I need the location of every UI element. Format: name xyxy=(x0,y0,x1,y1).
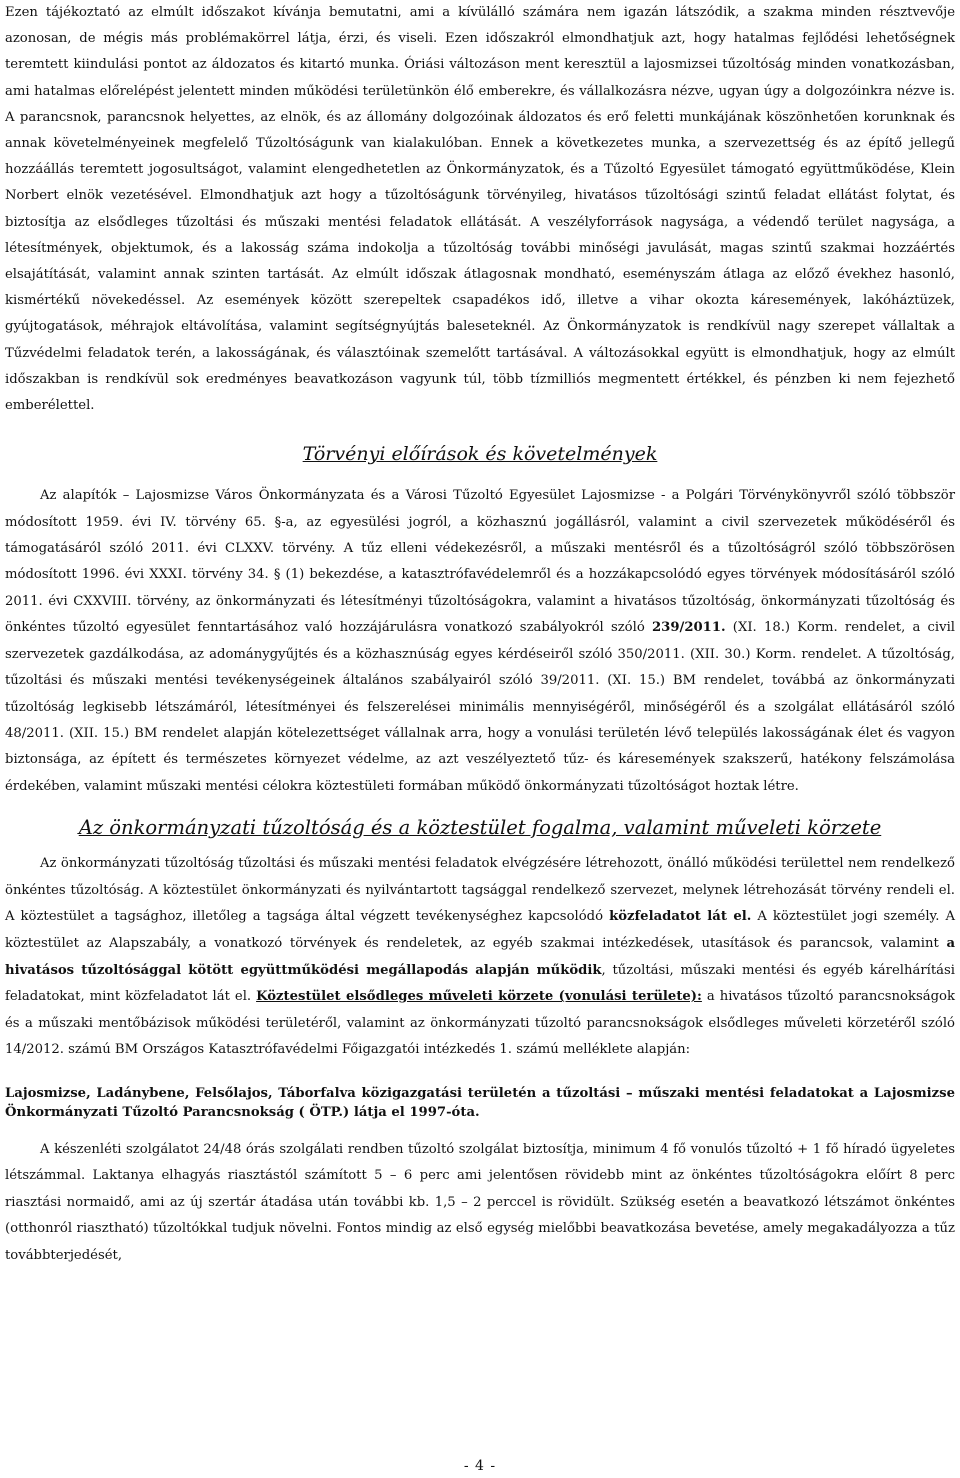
def-bold-2: a hivatásos tűzoltósággal kötött együttműködési megállapodás alapján működik xyxy=(5,935,955,978)
def-underlined: Köztestület elsődleges műveleti körzete (vonulási területe): xyxy=(256,989,702,1005)
service-paragraph: A készenléti szolgálatot 24/48 órás szolgálati rendben tűzoltó szolgálat biztosítja, minimum 4 fő vonulós tűzoltó + 1 fő híradó ügyeletes létszámmal. Laktanya elhagyás riasztástól számított 5 – 6 perc ami jelentősen rövidebb mint az önkéntes tűzoltóságokra előírt 8 perc riasztási normaidő, ami az új szertár átadása után további kb. 1,5 – 2 perccel is rövidült. Szükség esetén a beavatkozó létszámot önkéntes (otthonról riasztható) tűzoltókkal tudjuk növelni. Fontos mindig az első egység mielőbbi beavatkozása bevetése, amely megakadályozza a tűz továbbterjedését, xyxy=(5,1141,955,1263)
area-statement: Lajosmizse, Ladánybene, Felsőlajos, Táborfalva közigazgatási területén a tűzoltási – műszaki mentési feladatokat a Lajosmizse Önkormányzati Tűzoltó Parancsnokság ( ÖTP.) látja el 1997-óta. xyxy=(5,1085,955,1121)
definition-paragraph xyxy=(5,851,955,1064)
def-text-3: , tűzoltási, műszaki mentési és egyéb kárelhárítási feladatokat, mint közfeladatot lát el. xyxy=(5,962,955,1005)
page-number: - 4 - xyxy=(463,1458,497,1474)
def-text-4: a hivatásos tűzoltó parancsnokságok és a műszaki mentőbázisok működési területéről, valamint az önkormányzati tűzoltó parancsnokságok elsődleges műveleti körzetéről szóló 14/2012. számú BM Országos Katasztrófavédelmi Főigazgatói intézkedés 1. számú melléklete alapján: xyxy=(5,989,955,1058)
def-text-2: A köztestület jogi személy. A köztestület az Alapszabály, a vonatkozó törvények és rendeletek, az egyéb szakmai intézkedések, utasítások és parancsok, valamint xyxy=(5,909,955,951)
law-text-a: Az alapítók – Lajosmizse Város Önkormányzata és a Városi Tűzoltó Egyesület Lajosmizse - a Polgári Törvénykönyvről szóló többször módosított 1959. évi IV. törvény 65. §-a, az egyesülési jogról, a közhasznú jogállásról, valamint a civil szervezetek működéséről és támogatásáról szóló 2011. évi CLXXV. törvény. A tűz elleni védekezésről, a műszaki mentésről és a tűzoltóságról szóló többszörösen módosított 1996. évi XXXI. törvény 34. § (1) bekezdése, a katasztrófavédelemről és a hozzákapcsolódó egyes törvények módosításáról szóló 2011. évi CXXVIII. törvény, az önkormányzati és létesítményi tűzoltóságokra, valamint a hivatásos tűzoltóság, önkormányzati tűzoltóság és önkéntes tűzoltó egyesület fenntartásához való hozzájárulásra vonatkozó szabályokról szóló xyxy=(5,488,955,636)
section-heading-law: Törvényi előírások és követelmények xyxy=(302,443,658,466)
intro-paragraph: Ezen tájékoztató az elmúlt időszakot kívánja bemutatni, ami a kívülálló számára nem igazán látszódik, a szakma minden résztvevője azonosan, de mégis más problémakörrel látja, érzi, és viseli. Ezen időszakról elmondhatjuk azt, hogy hatalmas fejlődési lehetőségnek teremtett kiindulási pontot az áldozatos és kitartó munka. Óriási változáson ment keresztül a lajosmizsei tűzoltóság minden vonatkozásban, ami hatalmas előrelépést jelentett minden működési területünkön élő emberekre, és vállalkozásra nézve, ugyan úgy a dolgozóinkra nézve is. A parancsnok, parancsnok helyettes, az elnök, és az állomány dolgozóinak áldozatos és erő feletti munkájának köszönhetően korunknak és annak követelményeinek megfelelő Tűzoltóságunk van kialakulóban. Ennek a következetes munka, a szervezettség és az építő jellegű hozzáállás teremtett jogosultságot, valamint elengedhetetlen az Önkormányzatok, és a Tűzoltó Egyesület támogató együttműködése, Klein Norbert elnök vezetésével. Elmondhatjuk azt hogy a tűzoltóságunk törvényileg, hivatásos tűzoltósági szintű feladat ellátást folytat, és biztosítja az elsődleges tűzoltási és műszaki mentési feladatok ellátását. A veszélyforrások nagysága, a védendő terület nagysága, a létesítmények, objektumok, és a lakosság száma indokolja a tűzoltóság további minőségi javulását, magas szintű szakmai hozzáértés elsajátítását, valamint annak szinten tartását. Az elmúlt időszak átlagosnak mondható, eseményszám átlaga az előző évekhez hasonló, kismértékű növekedéssel. Az események között szerepeltek csapadékos idő, illetve a vihar okozta káresemények, lakóháztüzek, gyújtogatások, méhrajok eltávolítása, valamint segítségnyújtás baleseteknél. Az Önkormányzatok is rendkívül nagy szerepet vállaltak a Tűzvédelmi feladatok terén, a lakosságának, és választóinak szemelőtt tartásával. A változásokkal együtt is elmondhatjuk, hogy az elmúlt időszakban is rendkívül sok eredményes beavatkozáson vagyunk túl, több tízmilliós megmentett értékkel, és pénzben ki nem fejezhető emberélettel. xyxy=(5,5,955,414)
section-heading-definition: Az önkormányzati tűzoltóság és a köztestület fogalma, valamint műveleti körzete xyxy=(78,816,882,840)
law-text-bold: 239/2011. xyxy=(651,620,726,636)
def-bold-1: közfeladatot lát el. xyxy=(609,909,752,925)
law-text-b: (XI. 18.) Korm. rendelet, a civil szervezetek gazdálkodása, az adománygyűjtés és a közhasznúság egyes kérdéseiről szóló 350/2011. (XII. 30.) Korm. rendelet. A tűzoltóság, tűzoltási és műszaki mentési tevékenységeinek általános szabályairól szóló 39/2011. (XI. 15.) BM rendelet, továbbá az önkormányzati tűzoltóság legkisebb létszámáról, létesítményei és felszerelései minimális mennyiségéről, minőségéről és a szolgálat ellátásáról szóló 48/2011. (XII. 15.) BM rendelet alapján kötelezettséget vállalnak arra, hogy a vonulási területén lévő település lakosságának élet és vagyon biztonsága, az épített és természetes környezet védelme, az azt veszélyeztető tűz- és káresemények szakszerű, hatékony felszámolása érdekében, valamint műszaki mentési célokra köztestületi formában működő önkormányzati tűzoltóságot hoztak létre. xyxy=(5,620,956,794)
law-paragraph xyxy=(5,483,955,800)
def-text-1: Az önkormányzati tűzoltóság tűzoltási és műszaki mentési feladatok elvégzésére létrehozott, önálló működési területtel nem rendelkező önkéntes tűzoltóság. A köztestület önkormányzati és nyilvántartott tagsággal rendelkező szervezet, melynek létrehozását törvény rendeli el. A köztestület a tagsághoz, illetőleg a tagsága által végzett tevékenységhez kapcsolódó xyxy=(5,856,955,925)
